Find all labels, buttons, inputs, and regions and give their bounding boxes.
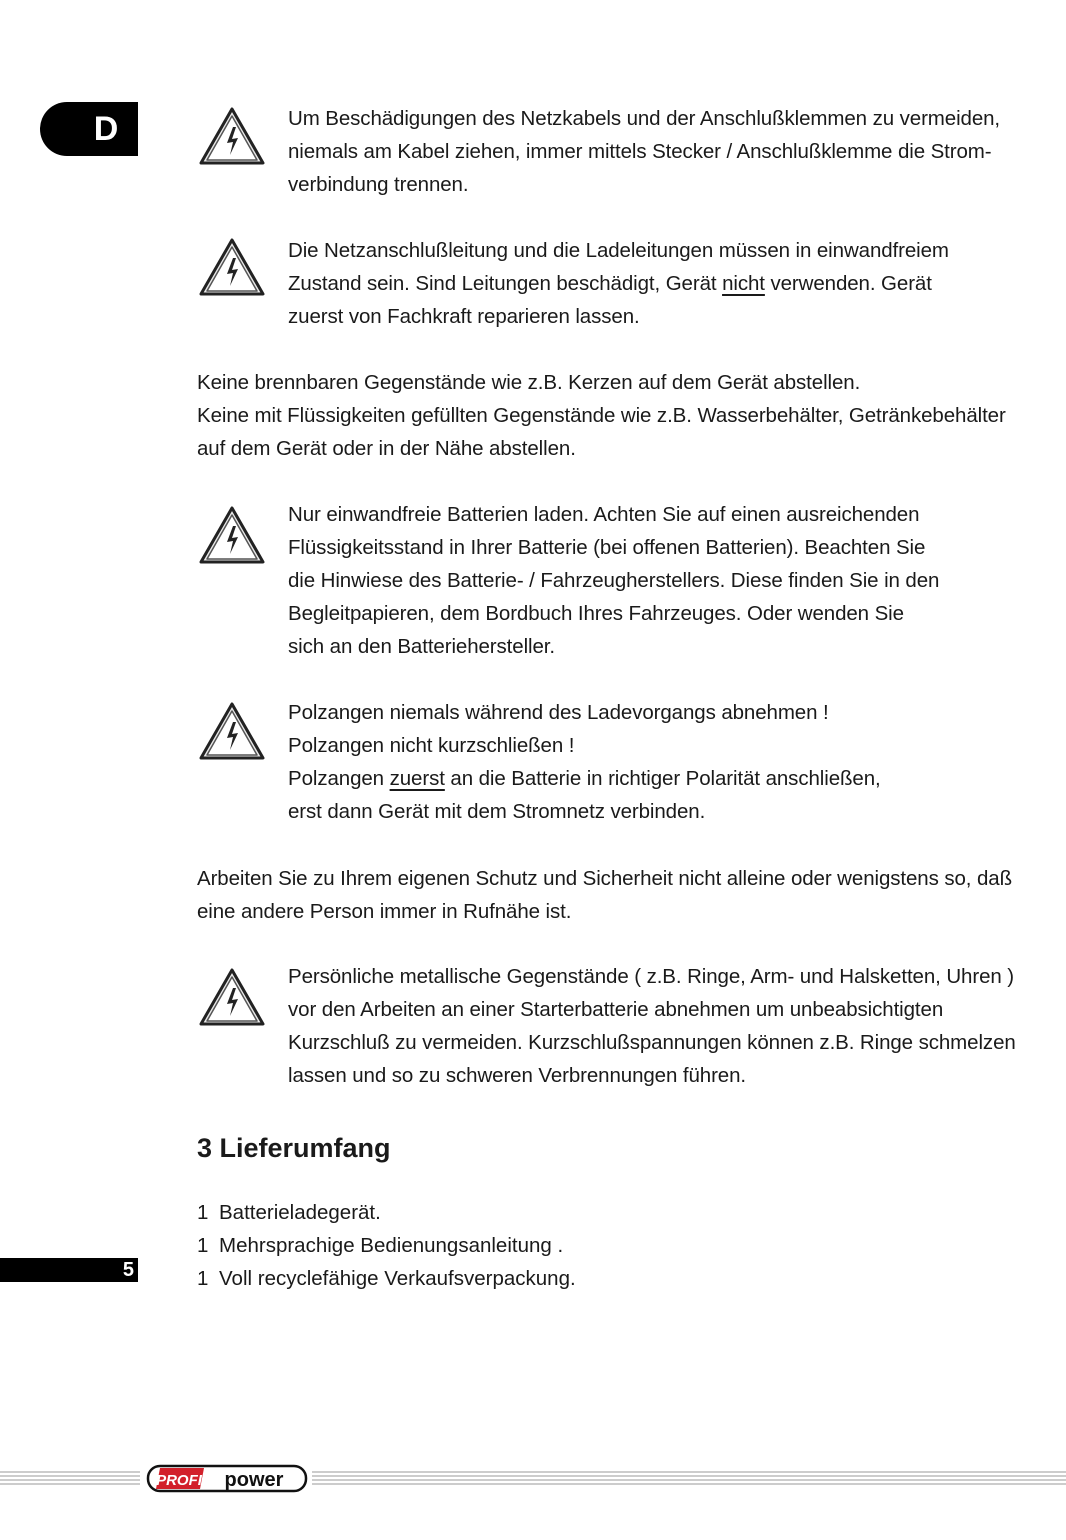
text-segment: an die Batterie in richtiger Polarität anschließen, — [444, 767, 881, 790]
high-voltage-warning-icon — [197, 700, 267, 762]
text-segment: Polzangen — [288, 767, 390, 790]
text-line: eine andere Person immer in Rufnähe ist. — [197, 900, 572, 923]
text-line: Die Netzanschlußleitung und die Ladeleitungen müssen in einwandfreiem — [288, 239, 949, 262]
text-line: Keine mit Flüssigkeiten gefüllten Gegenstände wie z.B. Wasserbehälter, Getränkebehälter — [197, 404, 1006, 427]
text-line: Polzangen nicht kurzschließen ! — [288, 734, 575, 757]
warning-text — [288, 498, 1018, 663]
section-heading: 3 Lieferumfang — [197, 1133, 391, 1163]
warning-text — [288, 696, 1018, 828]
list-item — [197, 1229, 576, 1262]
text-line: erst dann Gerät mit dem Stromnetz verbinden. — [288, 800, 706, 823]
item-quantity: 1 — [197, 1267, 209, 1290]
text-line: Begleitpapieren, dem Bordbuch Ihres Fahrzeuges. Oder wenden Sie — [288, 602, 904, 625]
text-line: verbindung trennen. — [288, 173, 469, 196]
text-line: Flüssigkeitsstand in Ihrer Batterie (bei offenen Batterien). Beachten Sie — [288, 536, 926, 559]
item-text: Mehrsprachige Bedienungsanleitung . — [219, 1234, 564, 1257]
text-line: Polzangen niemals während des Ladevorgangs abnehmen ! — [288, 701, 829, 724]
text-line — [288, 762, 1018, 795]
text-segment: verwenden. Gerät — [764, 272, 932, 295]
text-line: Persönliche metallische Gegenstände ( z.B. Ringe, Arm- und Halsketten, Uhren ) — [288, 965, 1014, 988]
text-line: die Hinwiese des Batterie- / Fahrzeugherstellers. Diese finden Sie in den — [288, 569, 940, 592]
delivery-list — [197, 1196, 576, 1295]
text-line: Keine brennbaren Gegenstände wie z.B. Kerzen auf dem Gerät abstellen. — [197, 371, 861, 394]
text-line: Nur einwandfreie Batterien laden. Achten Sie auf einen ausreichenden — [288, 503, 920, 526]
footer-logo-bar — [0, 1464, 1066, 1494]
high-voltage-warning-icon — [197, 236, 267, 298]
paragraph — [197, 862, 1017, 928]
text-segment: Zustand sein. Sind Leitungen beschädigt, Gerät — [288, 272, 723, 295]
item-text: Voll recyclefähige Verkaufsverpackung. — [219, 1267, 576, 1290]
text-line: zuerst von Fachkraft reparieren lassen. — [288, 305, 640, 328]
page-number: 5 — [122, 1259, 134, 1281]
text-line: sich an den Batteriehersteller. — [288, 635, 555, 658]
text-line: Kurzschluß zu vermeiden. Kurzschlußspannungen können z.B. Ringe schmelzen — [288, 1031, 1016, 1054]
logo-text-right: power — [224, 1469, 284, 1491]
logo-text-left: PROFI — [156, 1472, 202, 1489]
warning-text — [288, 960, 1018, 1092]
text-line: niemals am Kabel ziehen, immer mittels Stecker / Anschlußklemme die Strom- — [288, 140, 992, 163]
language-tab — [40, 102, 138, 156]
item-text: Batterieladegerät. — [219, 1201, 381, 1224]
language-label: D — [93, 109, 119, 148]
high-voltage-warning-icon — [197, 504, 267, 566]
list-item — [197, 1196, 576, 1229]
page-number-bar — [0, 1258, 138, 1282]
underlined-word: zuerst — [389, 767, 445, 790]
underlined-word: nicht — [722, 272, 765, 295]
text-line: Arbeiten Sie zu Ihrem eigenen Schutz und Sicherheit nicht alleine oder wenigstens so, daß — [197, 867, 1013, 890]
high-voltage-warning-icon — [197, 966, 267, 1028]
profi-power-logo — [148, 1466, 306, 1491]
paragraph — [197, 366, 1017, 465]
list-item — [197, 1262, 576, 1295]
item-quantity: 1 — [197, 1234, 209, 1257]
item-quantity: 1 — [197, 1201, 209, 1224]
text-line — [288, 267, 1018, 300]
text-line: Um Beschädigungen des Netzkabels und der Anschlußklemmen zu vermeiden, — [288, 107, 1001, 130]
high-voltage-warning-icon — [197, 105, 267, 167]
text-line: vor den Arbeiten an einer Starterbatterie abnehmen um unbeabsichtigten — [288, 998, 944, 1021]
warning-text — [288, 102, 1018, 201]
warning-text — [288, 234, 1018, 333]
text-line: auf dem Gerät oder in der Nähe abstellen. — [197, 437, 576, 460]
text-line: lassen und so zu schweren Verbrennungen führen. — [288, 1064, 747, 1087]
